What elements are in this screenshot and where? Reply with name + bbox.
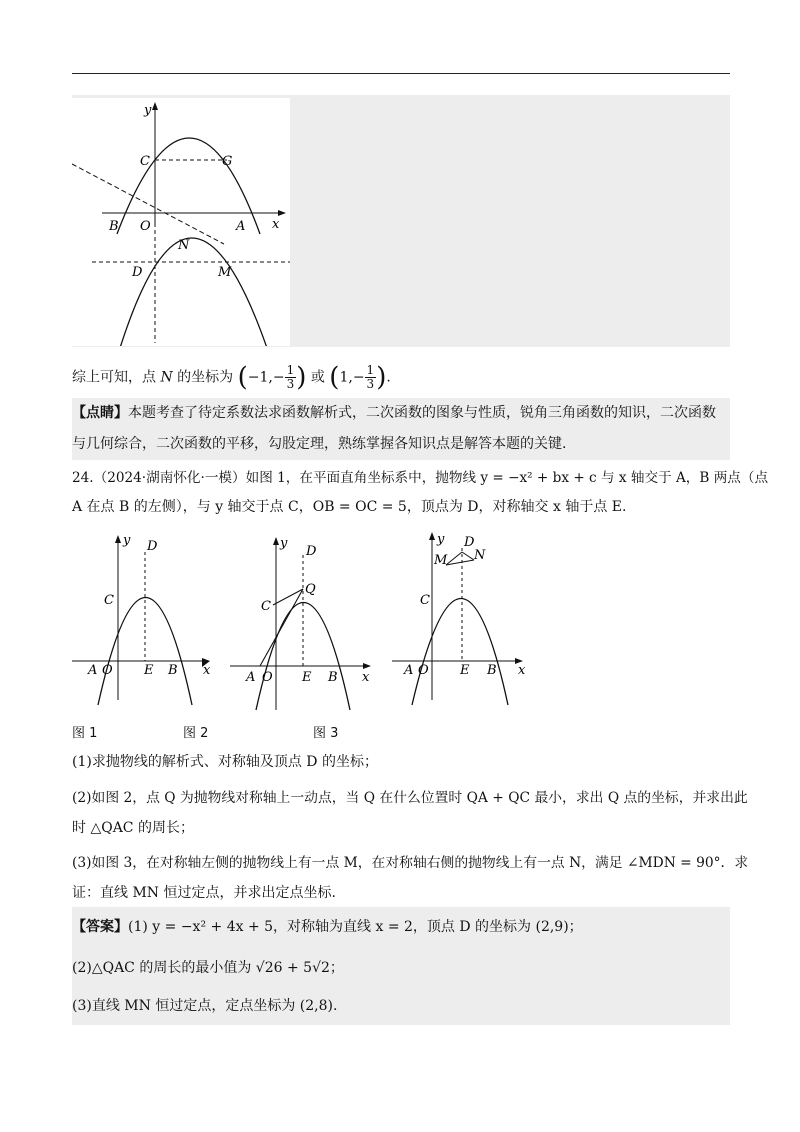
svg-text:y: y — [280, 536, 288, 551]
fraction-one-third-2: $\frac{1}{3}$ — [366, 363, 375, 391]
svg-text:C: C — [104, 593, 114, 608]
svg-text:A: A — [246, 670, 256, 685]
label-d: D — [132, 265, 143, 280]
fraction-one-third: $\frac{1}{3}$ — [286, 363, 295, 391]
svg-text:D: D — [147, 539, 158, 554]
parabola-figure-top — [72, 98, 292, 346]
problem-line-1: 24.（2024·湖南怀化·一模）如图 1，在平面直角坐标系中，抛物线 y = −x² + bx + c 与 x 轴交于 A，B 两点（点 — [72, 470, 769, 486]
svg-text:x: x — [203, 663, 211, 678]
dianjing-line-2: 与几何综合，二次函数的平移，勾股定理，熟练掌握各知识点是解答本题的关键. — [72, 436, 567, 452]
svg-text:E: E — [144, 663, 154, 678]
svg-text:D: D — [464, 535, 475, 550]
figure-2 — [228, 535, 383, 715]
svg-text:x: x — [362, 670, 370, 685]
question-2-line-2: 时 △QAC 的周长； — [72, 820, 194, 836]
svg-text:O: O — [262, 670, 273, 685]
svg-text:y: y — [437, 532, 445, 547]
label-m: M — [218, 265, 232, 280]
conclusion-line: 综上可知，点 N 的坐标为 (−1,− $\frac{1}{3}$ ) 或 (1,− $\frac{1}{3}$ ). — [72, 362, 391, 393]
svg-text:y: y — [123, 533, 131, 548]
label-o: O — [140, 219, 151, 234]
svg-text:O: O — [418, 663, 429, 678]
svg-text:B: B — [487, 663, 497, 678]
answer-line-2: (2)△QAC 的周长的最小值为 √26 + 5√2； — [72, 960, 344, 976]
svg-text:M: M — [434, 553, 448, 568]
dianjing-label: 【点睛】 — [72, 405, 128, 421]
svg-text:B: B — [328, 670, 338, 685]
dianjing-line-1: 【点睛】本题考查了待定系数法求函数解析式，二次函数的图象与性质，锐角三角函数的知识，二次函数 — [72, 405, 716, 421]
svg-text:O: O — [102, 663, 113, 678]
svg-text:A: A — [88, 663, 98, 678]
svg-text:B: B — [168, 663, 178, 678]
answer-line-3: (3)直线 MN 恒过定点，定点坐标为 (2,8). — [72, 998, 338, 1014]
label-x: x — [272, 217, 280, 232]
svg-text:Q: Q — [305, 582, 316, 597]
problem-line-2: A 在点 B 的左侧），与 y 轴交于点 C，OB = OC = 5，顶点为 D，对称轴交 x 轴于点 E. — [72, 499, 627, 515]
svg-text:N: N — [474, 548, 486, 563]
svg-text:A: A — [404, 663, 414, 678]
caption-fig-1: 图 1 — [72, 726, 98, 741]
svg-text:C: C — [420, 593, 430, 608]
figure-1 — [70, 530, 220, 710]
figure-3 — [390, 530, 540, 710]
caption-fig-2: 图 2 — [183, 726, 209, 741]
label-c: C — [140, 154, 150, 169]
answer-label: 【答案】 — [72, 919, 128, 935]
svg-text:E: E — [460, 663, 470, 678]
question-2-line-1: (2)如图 2，点 Q 为抛物线对称轴上一动点，当 Q 在什么位置时 QA + QC 最小，求出 Q 点的坐标，并求出此 — [72, 790, 748, 806]
caption-fig-3: 图 3 — [313, 726, 339, 741]
question-1: (1)求抛物线的解析式、对称轴及顶点 D 的坐标； — [72, 754, 378, 770]
question-3-line-1: (3)如图 3，在对称轴左侧的抛物线上有一点 M，在对称轴右侧的抛物线上有一点 N，满足 ∠MDN = 90°．求 — [72, 855, 749, 871]
label-a: A — [236, 219, 246, 234]
label-n: N — [178, 238, 190, 253]
svg-text:E: E — [302, 670, 312, 685]
svg-text:C: C — [261, 599, 271, 614]
label-y: y — [144, 103, 152, 118]
label-g: G — [222, 154, 233, 169]
question-3-line-2: 证：直线 MN 恒过定点，并求出定点坐标. — [72, 885, 336, 901]
answer-line-1: 【答案】(1) y = −x² + 4x + 5，对称轴为直线 x = 2，顶点 D 的坐标为 (2,9)； — [72, 919, 583, 935]
header-rule — [72, 73, 730, 74]
label-b: B — [109, 219, 119, 234]
svg-text:x: x — [518, 663, 526, 678]
svg-text:D: D — [306, 544, 317, 559]
